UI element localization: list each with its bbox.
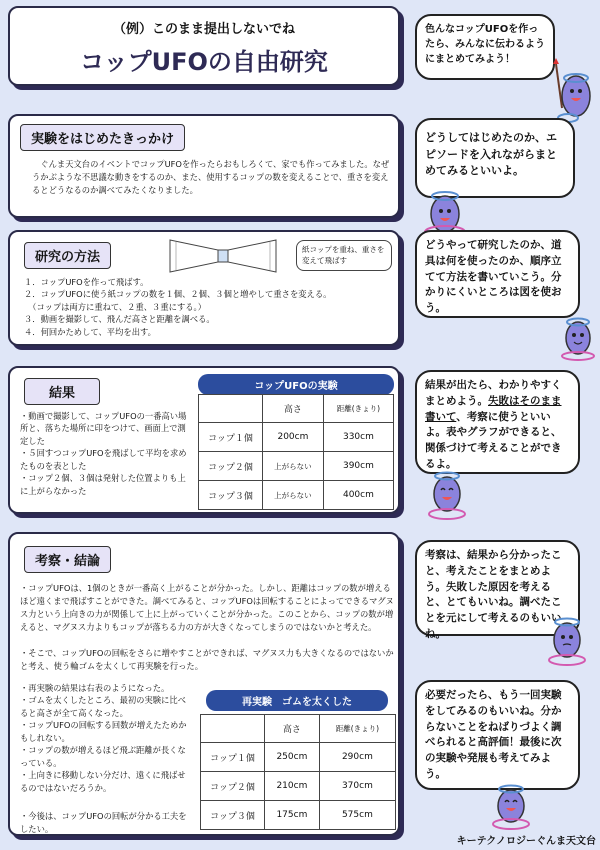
table-cell: コップ２個	[201, 772, 265, 801]
rerun-table-title: 再実験 ゴムを太くした	[206, 690, 388, 711]
bubble-text: どうやって研究したのか、道具は何を使ったのか、順序立てて方法を書いていこう。分かりにくいところは図を使おう。	[425, 239, 562, 314]
table-header-cell: 距離(きょり)	[319, 715, 395, 743]
bubble-text: 結果が出たら、わかりやすくまとめよう。	[425, 379, 562, 407]
table-header-cell: 距離(きょり)	[323, 395, 393, 423]
table-cell: 200cm	[263, 423, 324, 452]
section-method-card	[8, 230, 400, 346]
table-row	[201, 772, 396, 801]
table-cell: 575cm	[319, 801, 395, 830]
discussion-paragraph-2: ・そこで、コップUFOの回転をさらに増やすことができれば、マグヌス力も大きくなるのではないかと考え、使う輪ゴムを太くして再実験を行った。	[20, 648, 394, 671]
table-row	[199, 452, 394, 481]
table-header-cell: 高さ	[263, 395, 324, 423]
results-table-title: コップUFOの実験	[198, 374, 394, 395]
list-item: ・コップの数が増えるほど飛ぶ距離が長くなっている。	[20, 745, 186, 768]
results-bullets	[20, 410, 194, 497]
table-cell: 上がらない	[263, 481, 324, 510]
list-item: ３．動画を撮影して、飛んだ高さと距離を調べる。	[24, 314, 215, 325]
table-cell: コップ１個	[201, 743, 265, 772]
method-steps-list	[24, 276, 396, 338]
bubble-text: 考察は、結果から分かったこと、考えたことをまとめよう。失敗した原因を考えると、とてもいいね。調べたことを元にして考えるのもいいね。	[425, 549, 562, 640]
bubble-text: 色んなコップUFOを作ったら、みんなに伝わるようにまとめてみよう！	[425, 24, 545, 65]
table-cell: コップ３個	[201, 801, 265, 830]
bubble-text: どうしてはじめたのか、エピソードを入れながらまとめてみるといいよ。	[425, 131, 557, 177]
speech-bubble-results	[415, 370, 580, 474]
mascot-ponder-icon	[544, 612, 590, 668]
bubble-text: 必要だったら、もう一回実験をしてみるのもいいね。分からないことをねばりづよく調べられると高評価！最後に次の実験や発展も考えてみよう。	[425, 689, 562, 780]
speech-bubble-method	[415, 230, 580, 318]
speech-bubble-next-steps	[415, 680, 580, 790]
table-cell: 400cm	[323, 481, 393, 510]
speech-bubble-intro	[415, 14, 555, 80]
list-item: ・５回すつコップUFOを飛ばして平均を求めたものを表とした	[20, 448, 187, 471]
section-results-card	[8, 366, 400, 514]
table-cell: 250cm	[265, 743, 320, 772]
mascot-cheer-icon	[488, 780, 534, 832]
header-subtitle: （例）このまま提出しないでね	[112, 22, 295, 37]
section-motivation-card	[8, 114, 400, 218]
table-row	[199, 481, 394, 510]
table-header-cell	[199, 395, 263, 423]
section-discussion-card	[8, 532, 400, 836]
list-item: ・コップ２個、３個は発射した位置よりも上に上がらなかった	[20, 473, 186, 496]
section-discussion-label: 考察・結論	[24, 546, 111, 573]
table-cell: 290cm	[319, 743, 395, 772]
table-cell: 330cm	[323, 423, 393, 452]
table-row	[201, 743, 396, 772]
table-header-cell	[201, 715, 265, 743]
list-item: ・コップUFOの回転する回数が増えたためかもしれない。	[20, 720, 187, 743]
table-cell: 210cm	[265, 772, 320, 801]
rerun-table	[200, 714, 396, 830]
page-title: コップUFOの自由研究	[80, 48, 328, 76]
section-motivation-text: ぐんま天文台のイベントでコップUFOを作ったらおもしろくて、家でも作ってみました。なぜうかぶような不思議な動きをするのか、また、使用するコップの数を変えることで、重さを変えるとどうなるのか調べてみたくなりました。	[32, 159, 390, 195]
table-cell: コップ３個	[199, 481, 263, 510]
list-item: ４．何回かためして、平均を出す。	[24, 326, 156, 337]
table-row	[201, 801, 396, 830]
list-item: ・ゴムを太くしたところ、最初の実験に比べると高さが全て高くなった。	[20, 695, 186, 718]
list-item: ・再実験の結果は右表のようになった。	[20, 683, 170, 693]
discussion-bullets	[20, 682, 192, 794]
mascot-think-icon	[558, 312, 598, 362]
cup-ufo-illustration	[168, 236, 278, 276]
table-cell: コップ２個	[199, 452, 263, 481]
footer-credit: キーテクノロジーぐんま天文台	[456, 836, 596, 847]
list-item: １．コップUFOを作って飛ばす。	[24, 277, 149, 287]
table-row	[199, 423, 394, 452]
table-header-cell: 高さ	[265, 715, 320, 743]
header-card	[8, 6, 400, 86]
list-item: （コップは両方に重ねて、２重、３重にする。）	[24, 301, 206, 312]
list-item: ・動画で撮影して、コップUFOの一番高い場所と、落ちた場所に印をつけて、画面上で測定した	[20, 411, 187, 446]
discussion-paragraph-1: ・コップUFOは、1個のときが一番高く上がることが分かった。しかし、距離はコップの数が増えるほど遠くまで飛ばすことができた。調べてみると、コップUFOは回転することによってできるマグヌス力という上向きの力が関係して上に上がっていくことが分かった。このことから、コップの数が増えると、マグヌス力よりもコップが落ちる力の方が大きくなってしまうのではないかと考えた。	[20, 583, 394, 632]
table-cell: 390cm	[323, 452, 393, 481]
table-cell: 175cm	[265, 801, 320, 830]
list-item: ・上向きに移動しない分だけ、遠くに飛ばせるのではないだろうか。	[20, 770, 186, 793]
section-method-label: 研究の方法	[24, 242, 111, 269]
bubble-text: 、考察に使うといいよ。表やグラフができると、関係づけて考えることができるよ。	[425, 410, 562, 470]
table-cell: 上がらない	[263, 452, 324, 481]
method-note-callout: 紙コップを重ね、重さを変えて飛ばす	[296, 240, 392, 271]
results-table	[198, 394, 394, 510]
table-cell: コップ１個	[199, 423, 263, 452]
discussion-final-note: ・今後は、コップUFOの回転が分かる工夫をしたい。	[20, 811, 187, 834]
bubble-text-underlined: 失敗はそのまま書いて	[425, 394, 562, 423]
table-cell: 370cm	[319, 772, 395, 801]
section-results-label: 結果	[24, 378, 100, 405]
list-item: ２．コップUFOに使う紙コップの数を１個、２個、３個と増やして重さを変える。	[24, 289, 332, 300]
mascot-happy-icon	[424, 466, 470, 522]
section-motivation-label: 実験をはじめたきっかけ	[20, 124, 185, 151]
